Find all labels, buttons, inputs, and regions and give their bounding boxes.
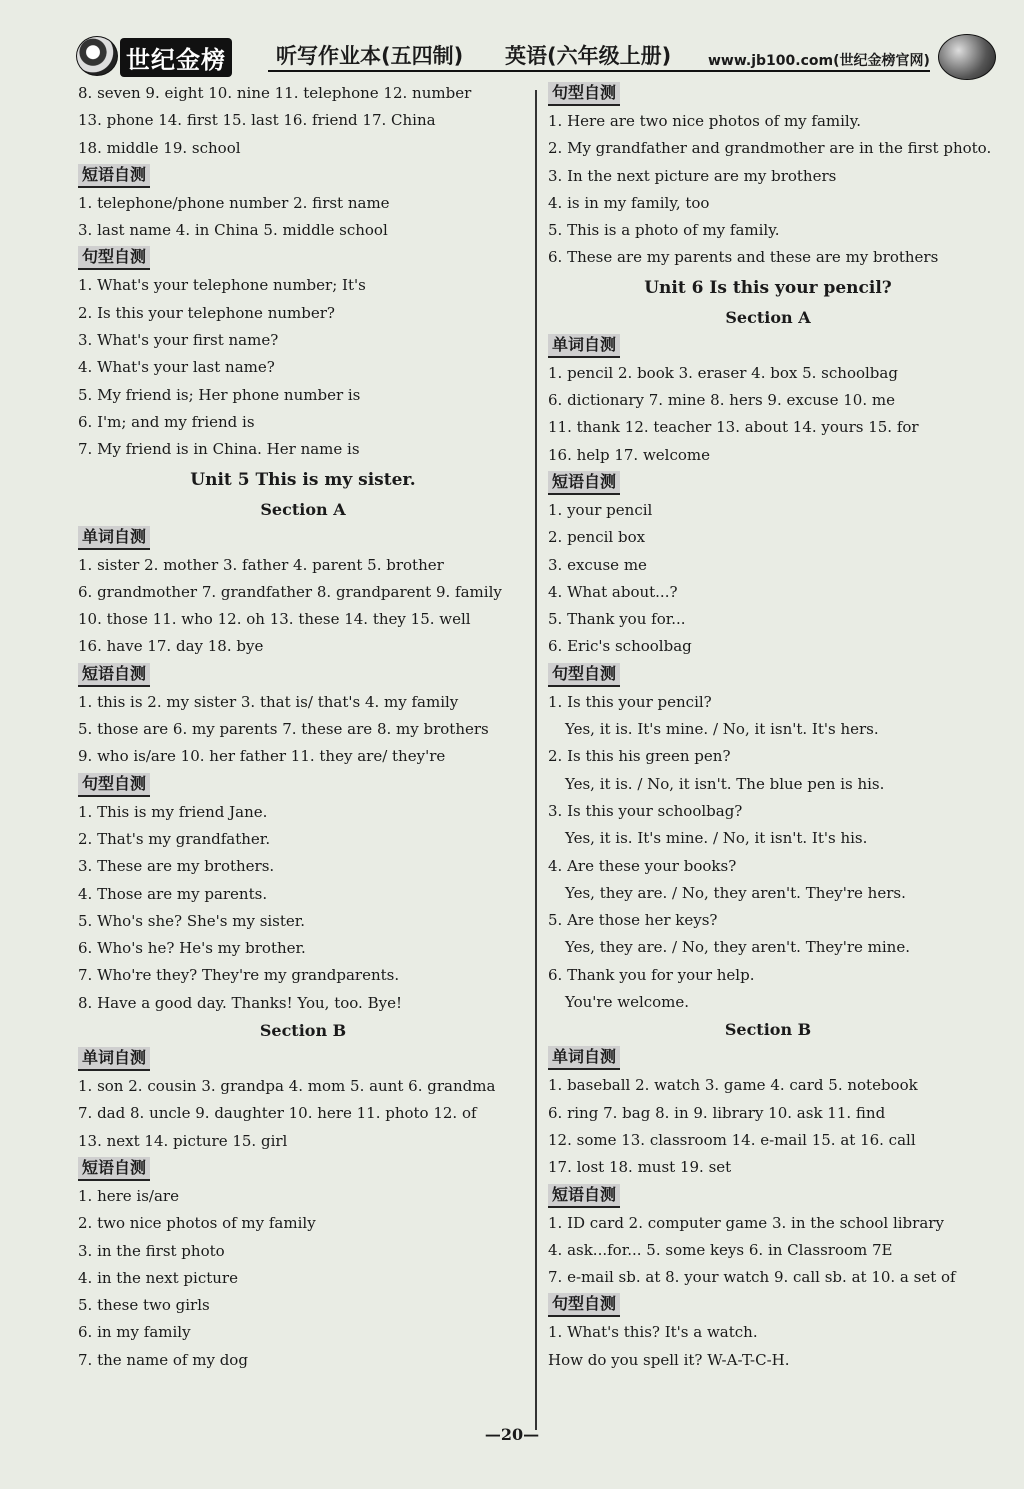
answer-line: 2. My grandfather and grandmother are in the first photo. [548,139,992,158]
section-heading-label: 句型自测 [548,663,620,687]
answer-line: 17. lost 18. must 19. set [548,1158,732,1177]
answer-line: 6. in my family [78,1323,191,1342]
answer-line: 6. Who's he? He's my brother. [78,939,306,958]
section-heading-label: 单词自测 [548,334,620,358]
answer-line: 1. telephone/phone number 2. first name [78,193,390,212]
answer-line: 1. son 2. cousin 3. grandpa 4. mom 5. aunt 6. grandma [78,1077,496,1096]
answer-line: 16. help 17. welcome [548,445,710,464]
answer-line: 8. Have a good day. Thanks! You, too. Bye! [78,993,402,1012]
answer-line: 4. Are these your books? [548,856,737,875]
section-heading [78,1045,528,1073]
answer-line: Yes, they are. / No, they aren't. They're hers. [565,883,906,902]
answer-line: 3. in the first photo [78,1241,225,1260]
answer-line: 1. baseball 2. watch 3. game 4. card 5. notebook [548,1076,918,1095]
right-column [548,80,992,1374]
answer-line: 2. two nice photos of my family [78,1214,316,1233]
section-heading [78,162,528,190]
page-header [58,32,998,82]
answer-line: 7. My friend is in China. Her name is [78,440,360,459]
answer-line: 5. these two girls [78,1296,210,1315]
section-heading-label: 句型自测 [548,1293,620,1317]
answer-line: 1. Here are two nice photos of my family. [548,112,861,130]
answer-line: 3. What's your first name? [78,331,279,350]
answer-line: 11. thank 12. teacher 13. about 14. yours 15. for [548,418,919,437]
answer-line: 4. in the next picture [78,1268,238,1287]
website-url: www.jb100.com(世纪金榜官网) [708,53,930,69]
section-title: Section A [725,307,811,327]
globe-icon [938,34,996,80]
answer-line: 2. Is this his green pen? [548,747,731,766]
section-heading [548,469,988,497]
answer-line: 1. ID card 2. computer game 3. in the school library [548,1213,944,1232]
answer-line: 2. That's my grandfather. [78,829,271,848]
section-heading [548,661,988,689]
section-heading-label: 句型自测 [78,246,150,270]
section-heading [78,244,528,272]
answer-line: 6. Eric's schoolbag [548,637,692,656]
answer-line: 5. Who's she? She's my sister. [78,911,306,930]
answer-line: 7. Who're they? They're my grandparents. [78,966,400,985]
answer-line: 1. This is my friend Jane. [78,802,268,821]
answer-line: 12. some 13. classroom 14. e-mail 15. at 16. call [548,1130,916,1149]
answer-line: 1. sister 2. mother 3. father 4. parent 5. brother [78,555,444,574]
answer-line: 10. those 11. who 12. oh 13. these 14. they 15. well [78,610,471,629]
answer-line: Yes, they are. / No, they aren't. They're mine. [565,938,910,957]
section-heading [548,1182,988,1210]
section-title: Section B [259,1021,347,1041]
answer-line: Yes, it is. It's mine. / No, it isn't. It's hers. [565,720,879,739]
section-heading [548,1291,988,1319]
answer-line: Yes, it is. / No, it isn't. The blue pen is his. [565,774,885,793]
answer-line: 4. Those are my parents. [78,884,268,903]
answer-line: 1. your pencil [548,500,653,519]
answer-line: 1. Is this your pencil? [548,692,712,711]
book-subject: 英语(六年级上册) [505,44,672,68]
answer-line: 5. This is a photo of my family. [548,221,780,240]
answer-line: 7. e-mail sb. at 8. your watch 9. call sb. at 10. a set of [548,1268,956,1287]
answer-line: 4. What about...? [548,582,678,601]
section-heading [548,332,988,360]
answer-line: How do you spell it? W-A-T-C-H. [548,1350,790,1369]
answer-line: 7. the name of my dog [78,1350,248,1369]
section-heading-label: 句型自测 [548,82,620,106]
answer-line: 3. excuse me [548,555,647,574]
answer-line: 1. pencil 2. book 3. eraser 4. box 5. schoolbag [548,363,898,382]
section-title: Section B [724,1020,812,1040]
page-number: —20— [484,1425,540,1444]
answer-line: 6. Thank you for your help. [548,965,755,984]
answer-line: 16. have 17. day 18. bye [78,637,264,656]
section-heading [78,1155,528,1183]
answer-line: 5. My friend is; Her phone number is [78,385,361,404]
answer-line: 3. last name 4. in China 5. middle school [78,221,388,240]
answer-line: 6. ring 7. bag 8. in 9. library 10. ask 11. find [548,1103,886,1122]
answer-line: 6. I'm; and my friend is [78,412,255,431]
answer-line: 4. What's your last name? [78,358,275,377]
answer-line: 6. dictionary 7. mine 8. hers 9. excuse 10. me [548,391,895,410]
answer-line: 4. is in my family, too [548,193,710,212]
section-heading-label: 单词自测 [78,1047,150,1071]
answer-line: 1. What's your telephone number; It's [78,276,366,295]
answer-line: Yes, it is. It's mine. / No, it isn't. It's his. [565,829,868,848]
unit-title: Unit 6 Is this your pencil? [644,277,892,298]
section-heading [548,1044,988,1072]
answer-line: 4. ask...for... 5. some keys 6. in Classroom 7E [548,1240,893,1259]
answer-line: 18. middle 19. school [78,138,241,157]
header-rule [268,70,930,72]
answer-line: 3. Is this your schoolbag? [548,801,743,820]
answer-line: 5. those are 6. my parents 7. these are 8. my brothers [78,720,489,739]
section-heading [78,661,528,689]
answer-line: 7. dad 8. uncle 9. daughter 10. here 11. photo 12. of [78,1104,477,1123]
answer-line: 13. next 14. picture 15. girl [78,1131,288,1150]
answer-line: 1. here is/are [78,1186,179,1205]
column-divider [535,90,537,1430]
answer-line: 8. seven 9. eight 10. nine 11. telephone 12. number [78,84,472,102]
answer-line: You're welcome. [565,993,690,1012]
answer-line: 2. Is this your telephone number? [78,303,335,322]
book-title: 听写作业本(五四制) [276,44,464,68]
left-column [78,80,528,1374]
section-heading-label: 短语自测 [548,1184,620,1208]
answer-line: 9. who is/are 10. her father 11. they are/ they're [78,747,446,766]
answer-line: 6. These are my parents and these are my brothers [548,248,939,267]
section-heading-label: 短语自测 [548,471,620,495]
section-heading-label: 短语自测 [78,164,150,188]
section-heading-label: 单词自测 [548,1046,620,1070]
answer-line: 5. Thank you for... [548,610,686,629]
section-heading [548,80,988,108]
unit-title: Unit 5 This is my sister. [190,469,416,490]
section-heading-label: 单词自测 [78,526,150,550]
answer-line: 3. In the next picture are my brothers [548,166,837,185]
answer-line: 3. These are my brothers. [78,857,275,876]
answer-line: 1. What's this? It's a watch. [548,1323,758,1342]
answer-line: 5. Are those her keys? [548,911,718,930]
section-heading [78,771,528,799]
brand-logo: 世纪金榜 [120,38,232,77]
section-heading-label: 句型自测 [78,773,150,797]
answer-line: 13. phone 14. first 15. last 16. friend 17. China [78,111,436,130]
section-heading-label: 短语自测 [78,663,150,687]
answer-line: 6. grandmother 7. grandfather 8. grandparent 9. family [78,582,502,601]
answer-line: 2. pencil box [548,528,646,547]
section-title: Section A [260,499,346,519]
section-heading-label: 短语自测 [78,1157,150,1181]
logo-emblem-icon [76,36,118,76]
answer-line: 1. this is 2. my sister 3. that is/ that's 4. my family [78,692,459,711]
section-heading [78,524,528,552]
